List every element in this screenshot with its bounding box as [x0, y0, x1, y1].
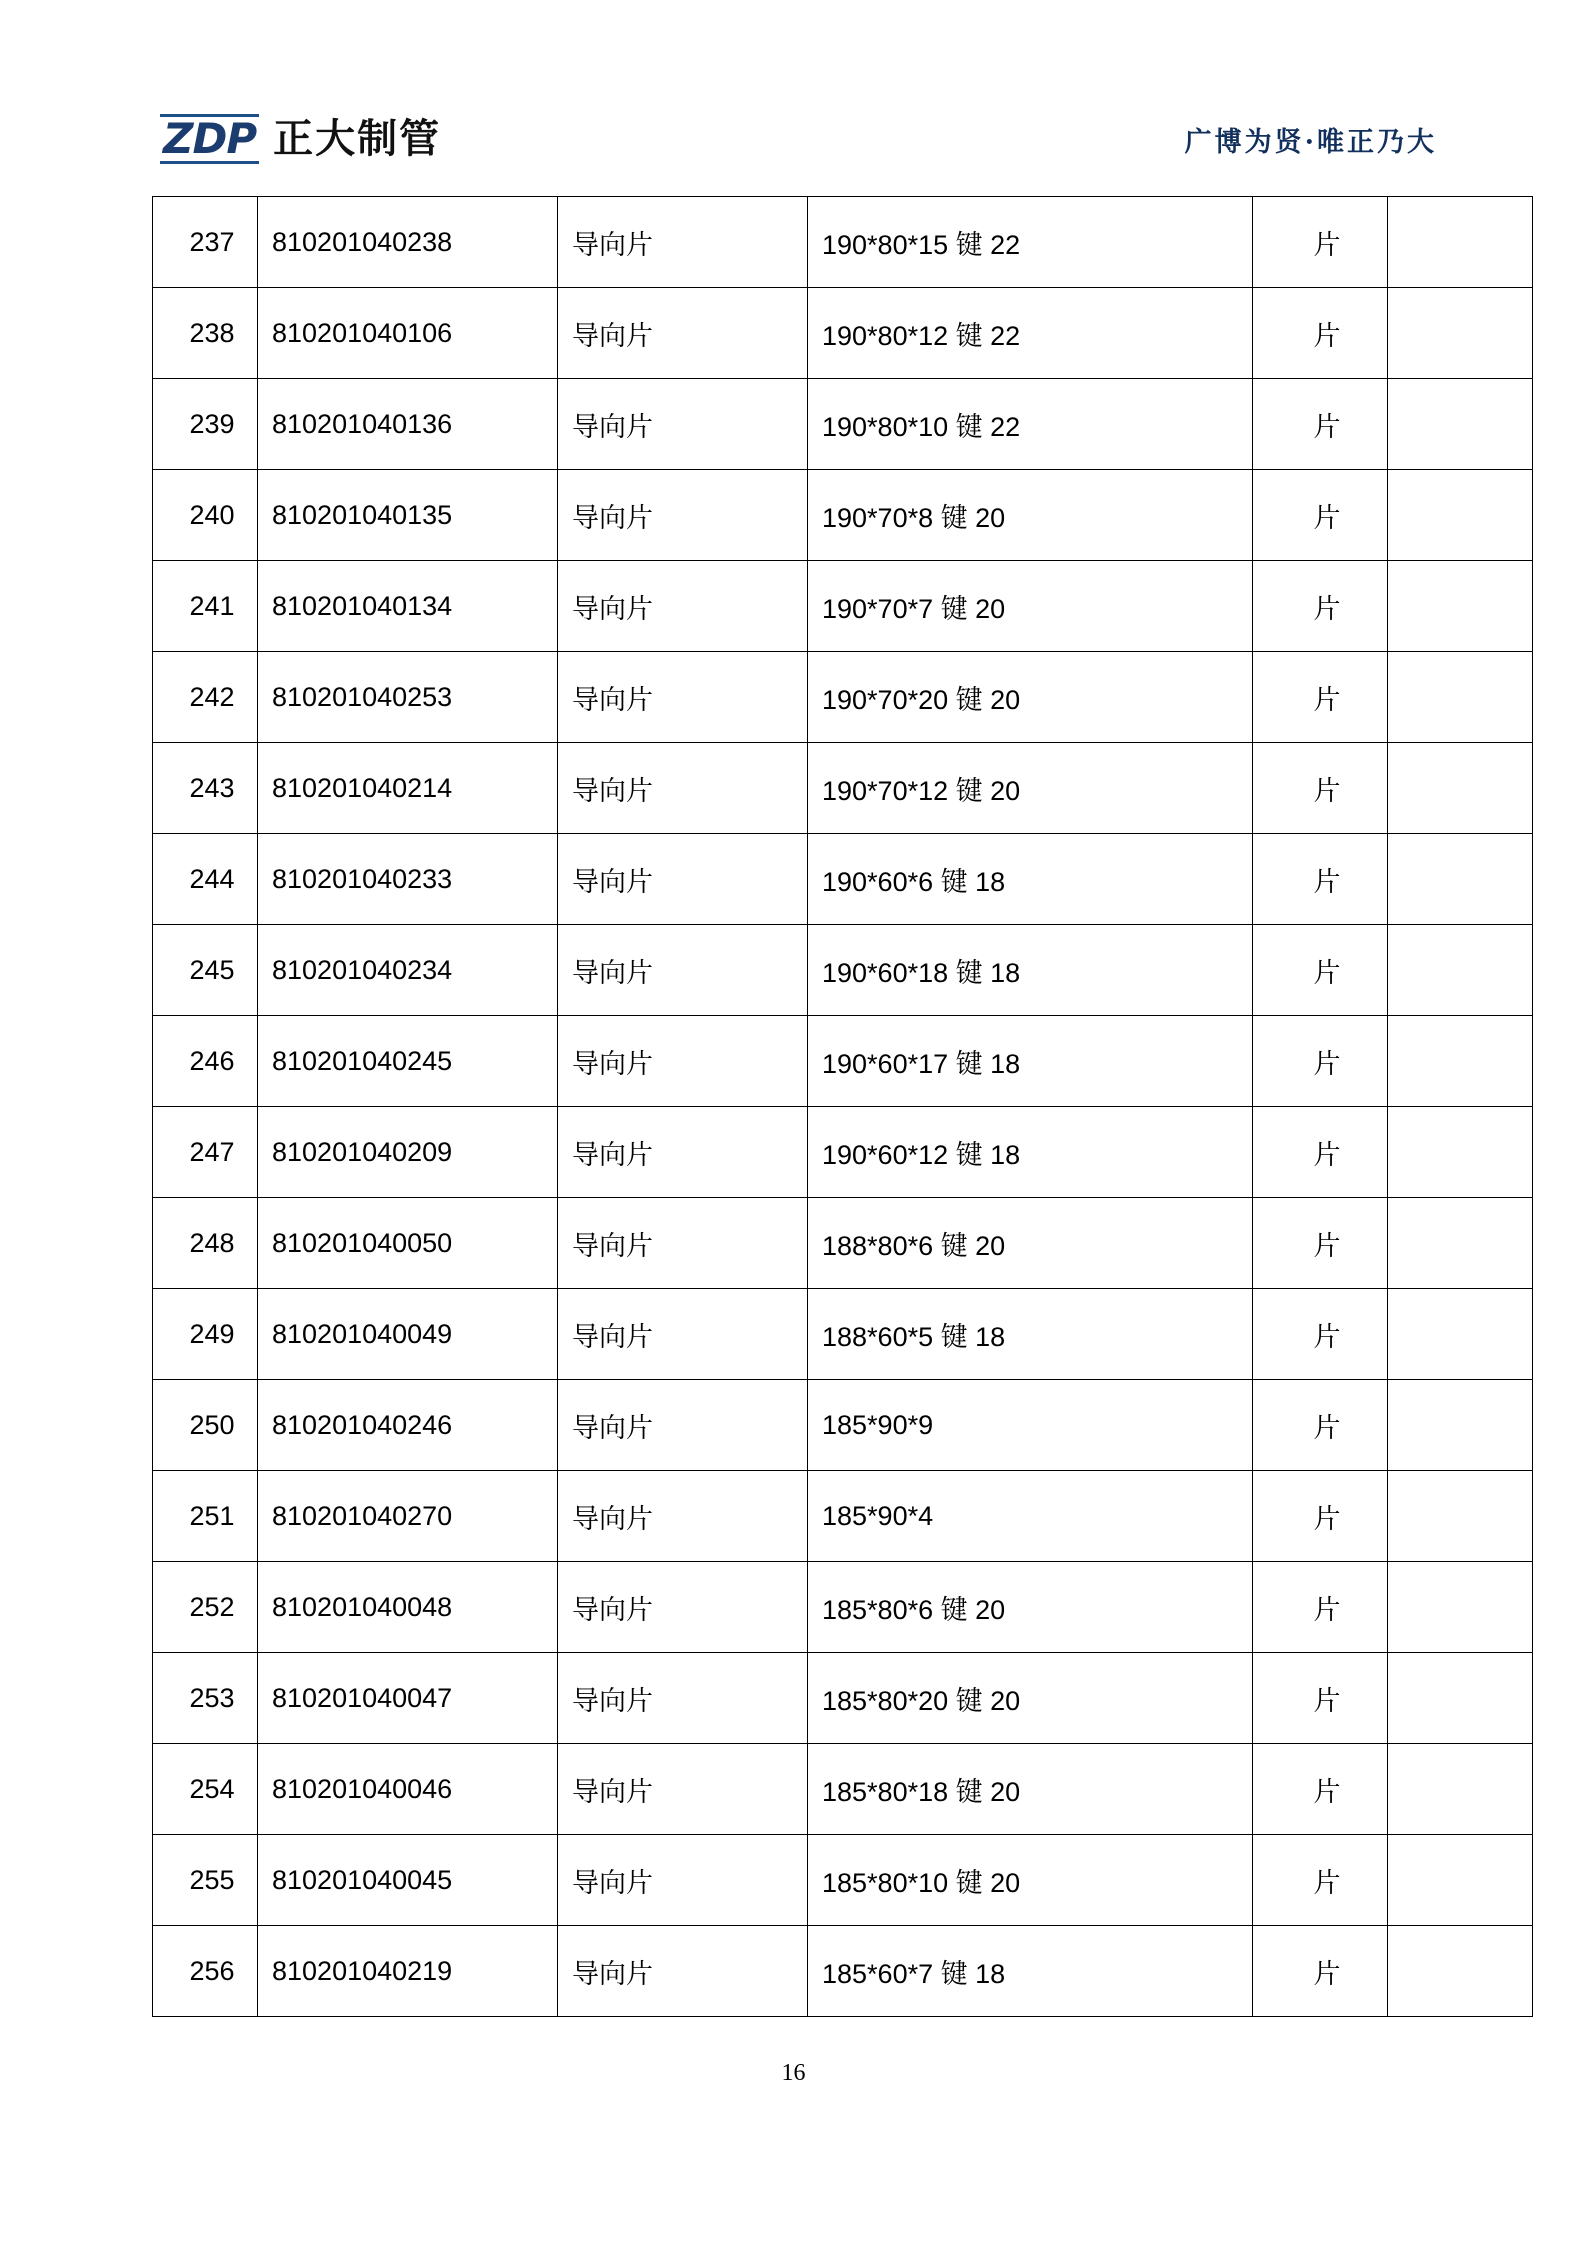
row-spec: 190*60*18 键 18	[808, 925, 1253, 1016]
row-spec: 185*60*7 键 18	[808, 1926, 1253, 2017]
table-row	[153, 1744, 1533, 1835]
row-note	[1388, 1107, 1533, 1198]
row-code: 810201040048	[258, 1562, 558, 1653]
row-name: 导向片	[558, 1471, 808, 1562]
parts-table-body	[153, 197, 1533, 2017]
table-row	[153, 1289, 1533, 1380]
row-name: 导向片	[558, 1198, 808, 1289]
table-row	[153, 561, 1533, 652]
row-spec: 190*60*12 键 18	[808, 1107, 1253, 1198]
row-index: 247	[153, 1107, 258, 1198]
row-note	[1388, 1926, 1533, 2017]
row-unit: 片	[1253, 1562, 1388, 1653]
row-name: 导向片	[558, 1835, 808, 1926]
row-name: 导向片	[558, 925, 808, 1016]
row-unit: 片	[1253, 561, 1388, 652]
row-unit: 片	[1253, 1653, 1388, 1744]
row-note	[1388, 470, 1533, 561]
row-code: 810201040049	[258, 1289, 558, 1380]
row-unit: 片	[1253, 470, 1388, 561]
row-name: 导向片	[558, 288, 808, 379]
table-row	[153, 834, 1533, 925]
row-index: 248	[153, 1198, 258, 1289]
row-index: 251	[153, 1471, 258, 1562]
row-unit: 片	[1253, 652, 1388, 743]
row-unit: 片	[1253, 1198, 1388, 1289]
row-spec: 185*90*4	[808, 1471, 1253, 1562]
row-index: 244	[153, 834, 258, 925]
table-row	[153, 652, 1533, 743]
row-code: 810201040045	[258, 1835, 558, 1926]
row-note	[1388, 1471, 1533, 1562]
table-row	[153, 1653, 1533, 1744]
row-index: 256	[153, 1926, 258, 2017]
row-note	[1388, 561, 1533, 652]
row-spec: 190*80*12 键 22	[808, 288, 1253, 379]
row-name: 导向片	[558, 197, 808, 288]
row-spec: 185*80*6 键 20	[808, 1562, 1253, 1653]
row-name: 导向片	[558, 652, 808, 743]
row-spec: 185*80*18 键 20	[808, 1744, 1253, 1835]
row-name: 导向片	[558, 1016, 808, 1107]
row-unit: 片	[1253, 1926, 1388, 2017]
row-index: 253	[153, 1653, 258, 1744]
row-spec: 188*60*5 键 18	[808, 1289, 1253, 1380]
row-spec: 185*80*10 键 20	[808, 1835, 1253, 1926]
row-spec: 190*80*10 键 22	[808, 379, 1253, 470]
row-unit: 片	[1253, 197, 1388, 288]
row-note	[1388, 1562, 1533, 1653]
row-code: 810201040246	[258, 1380, 558, 1471]
table-row	[153, 1926, 1533, 2017]
row-unit: 片	[1253, 1016, 1388, 1107]
table-row	[153, 743, 1533, 834]
row-code: 810201040219	[258, 1926, 558, 2017]
row-index: 238	[153, 288, 258, 379]
row-note	[1388, 1380, 1533, 1471]
row-note	[1388, 925, 1533, 1016]
logo-latin-text: ZDP	[160, 114, 259, 164]
table-row	[153, 470, 1533, 561]
row-code: 810201040214	[258, 743, 558, 834]
row-code: 810201040253	[258, 652, 558, 743]
row-code: 810201040106	[258, 288, 558, 379]
row-code: 810201040234	[258, 925, 558, 1016]
row-note	[1388, 1289, 1533, 1380]
row-spec: 190*80*15 键 22	[808, 197, 1253, 288]
row-note	[1388, 1835, 1533, 1926]
row-index: 241	[153, 561, 258, 652]
row-code: 810201040134	[258, 561, 558, 652]
company-logo	[160, 114, 441, 164]
row-name: 导向片	[558, 379, 808, 470]
table-row	[153, 1562, 1533, 1653]
table-row	[153, 925, 1533, 1016]
row-code: 810201040238	[258, 197, 558, 288]
row-name: 导向片	[558, 1562, 808, 1653]
row-name: 导向片	[558, 1744, 808, 1835]
table-row	[153, 1016, 1533, 1107]
company-slogan: 广博为贤·唯正乃大	[1184, 126, 1437, 158]
row-name: 导向片	[558, 1653, 808, 1744]
row-index: 243	[153, 743, 258, 834]
row-unit: 片	[1253, 379, 1388, 470]
row-note	[1388, 743, 1533, 834]
table-row	[153, 1380, 1533, 1471]
row-index: 252	[153, 1562, 258, 1653]
row-index: 249	[153, 1289, 258, 1380]
row-name: 导向片	[558, 1926, 808, 2017]
table-row	[153, 288, 1533, 379]
table-row	[153, 1198, 1533, 1289]
row-index: 250	[153, 1380, 258, 1471]
row-index: 237	[153, 197, 258, 288]
row-spec: 190*70*20 键 20	[808, 652, 1253, 743]
row-spec: 188*80*6 键 20	[808, 1198, 1253, 1289]
row-spec: 185*80*20 键 20	[808, 1653, 1253, 1744]
table-row	[153, 1835, 1533, 1926]
row-code: 810201040050	[258, 1198, 558, 1289]
row-spec: 185*90*9	[808, 1380, 1253, 1471]
parts-table	[152, 196, 1533, 2017]
row-code: 810201040233	[258, 834, 558, 925]
row-note	[1388, 652, 1533, 743]
row-unit: 片	[1253, 834, 1388, 925]
row-spec: 190*60*17 键 18	[808, 1016, 1253, 1107]
row-note	[1388, 1198, 1533, 1289]
row-unit: 片	[1253, 1744, 1388, 1835]
row-spec: 190*70*7 键 20	[808, 561, 1253, 652]
row-name: 导向片	[558, 470, 808, 561]
row-unit: 片	[1253, 1107, 1388, 1198]
row-spec: 190*60*6 键 18	[808, 834, 1253, 925]
row-name: 导向片	[558, 1107, 808, 1198]
row-spec: 190*70*8 键 20	[808, 470, 1253, 561]
row-unit: 片	[1253, 1471, 1388, 1562]
table-row	[153, 1107, 1533, 1198]
row-index: 239	[153, 379, 258, 470]
page-number: 16	[781, 2060, 806, 2086]
row-code: 810201040209	[258, 1107, 558, 1198]
logo-chinese-text: 正大制管	[273, 116, 442, 162]
row-code: 810201040046	[258, 1744, 558, 1835]
row-code: 810201040245	[258, 1016, 558, 1107]
row-index: 246	[153, 1016, 258, 1107]
row-name: 导向片	[558, 1289, 808, 1380]
row-name: 导向片	[558, 1380, 808, 1471]
row-code: 810201040047	[258, 1653, 558, 1744]
row-index: 240	[153, 470, 258, 561]
table-row	[153, 197, 1533, 288]
row-unit: 片	[1253, 1289, 1388, 1380]
row-name: 导向片	[558, 561, 808, 652]
row-note	[1388, 834, 1533, 925]
row-code: 810201040135	[258, 470, 558, 561]
row-unit: 片	[1253, 1835, 1388, 1926]
row-code: 810201040136	[258, 379, 558, 470]
row-unit: 片	[1253, 743, 1388, 834]
row-index: 245	[153, 925, 258, 1016]
row-note	[1388, 197, 1533, 288]
table-row	[153, 1471, 1533, 1562]
row-unit: 片	[1253, 288, 1388, 379]
parts-table-container	[152, 196, 1442, 2017]
row-note	[1388, 1653, 1533, 1744]
row-name: 导向片	[558, 834, 808, 925]
row-note	[1388, 1744, 1533, 1835]
row-code: 810201040270	[258, 1471, 558, 1562]
page-header	[160, 108, 1437, 170]
row-index: 255	[153, 1835, 258, 1926]
row-name: 导向片	[558, 743, 808, 834]
row-note	[1388, 379, 1533, 470]
row-note	[1388, 1016, 1533, 1107]
row-note	[1388, 288, 1533, 379]
row-unit: 片	[1253, 925, 1388, 1016]
table-row	[153, 379, 1533, 470]
row-index: 254	[153, 1744, 258, 1835]
row-index: 242	[153, 652, 258, 743]
row-unit: 片	[1253, 1380, 1388, 1471]
row-spec: 190*70*12 键 20	[808, 743, 1253, 834]
